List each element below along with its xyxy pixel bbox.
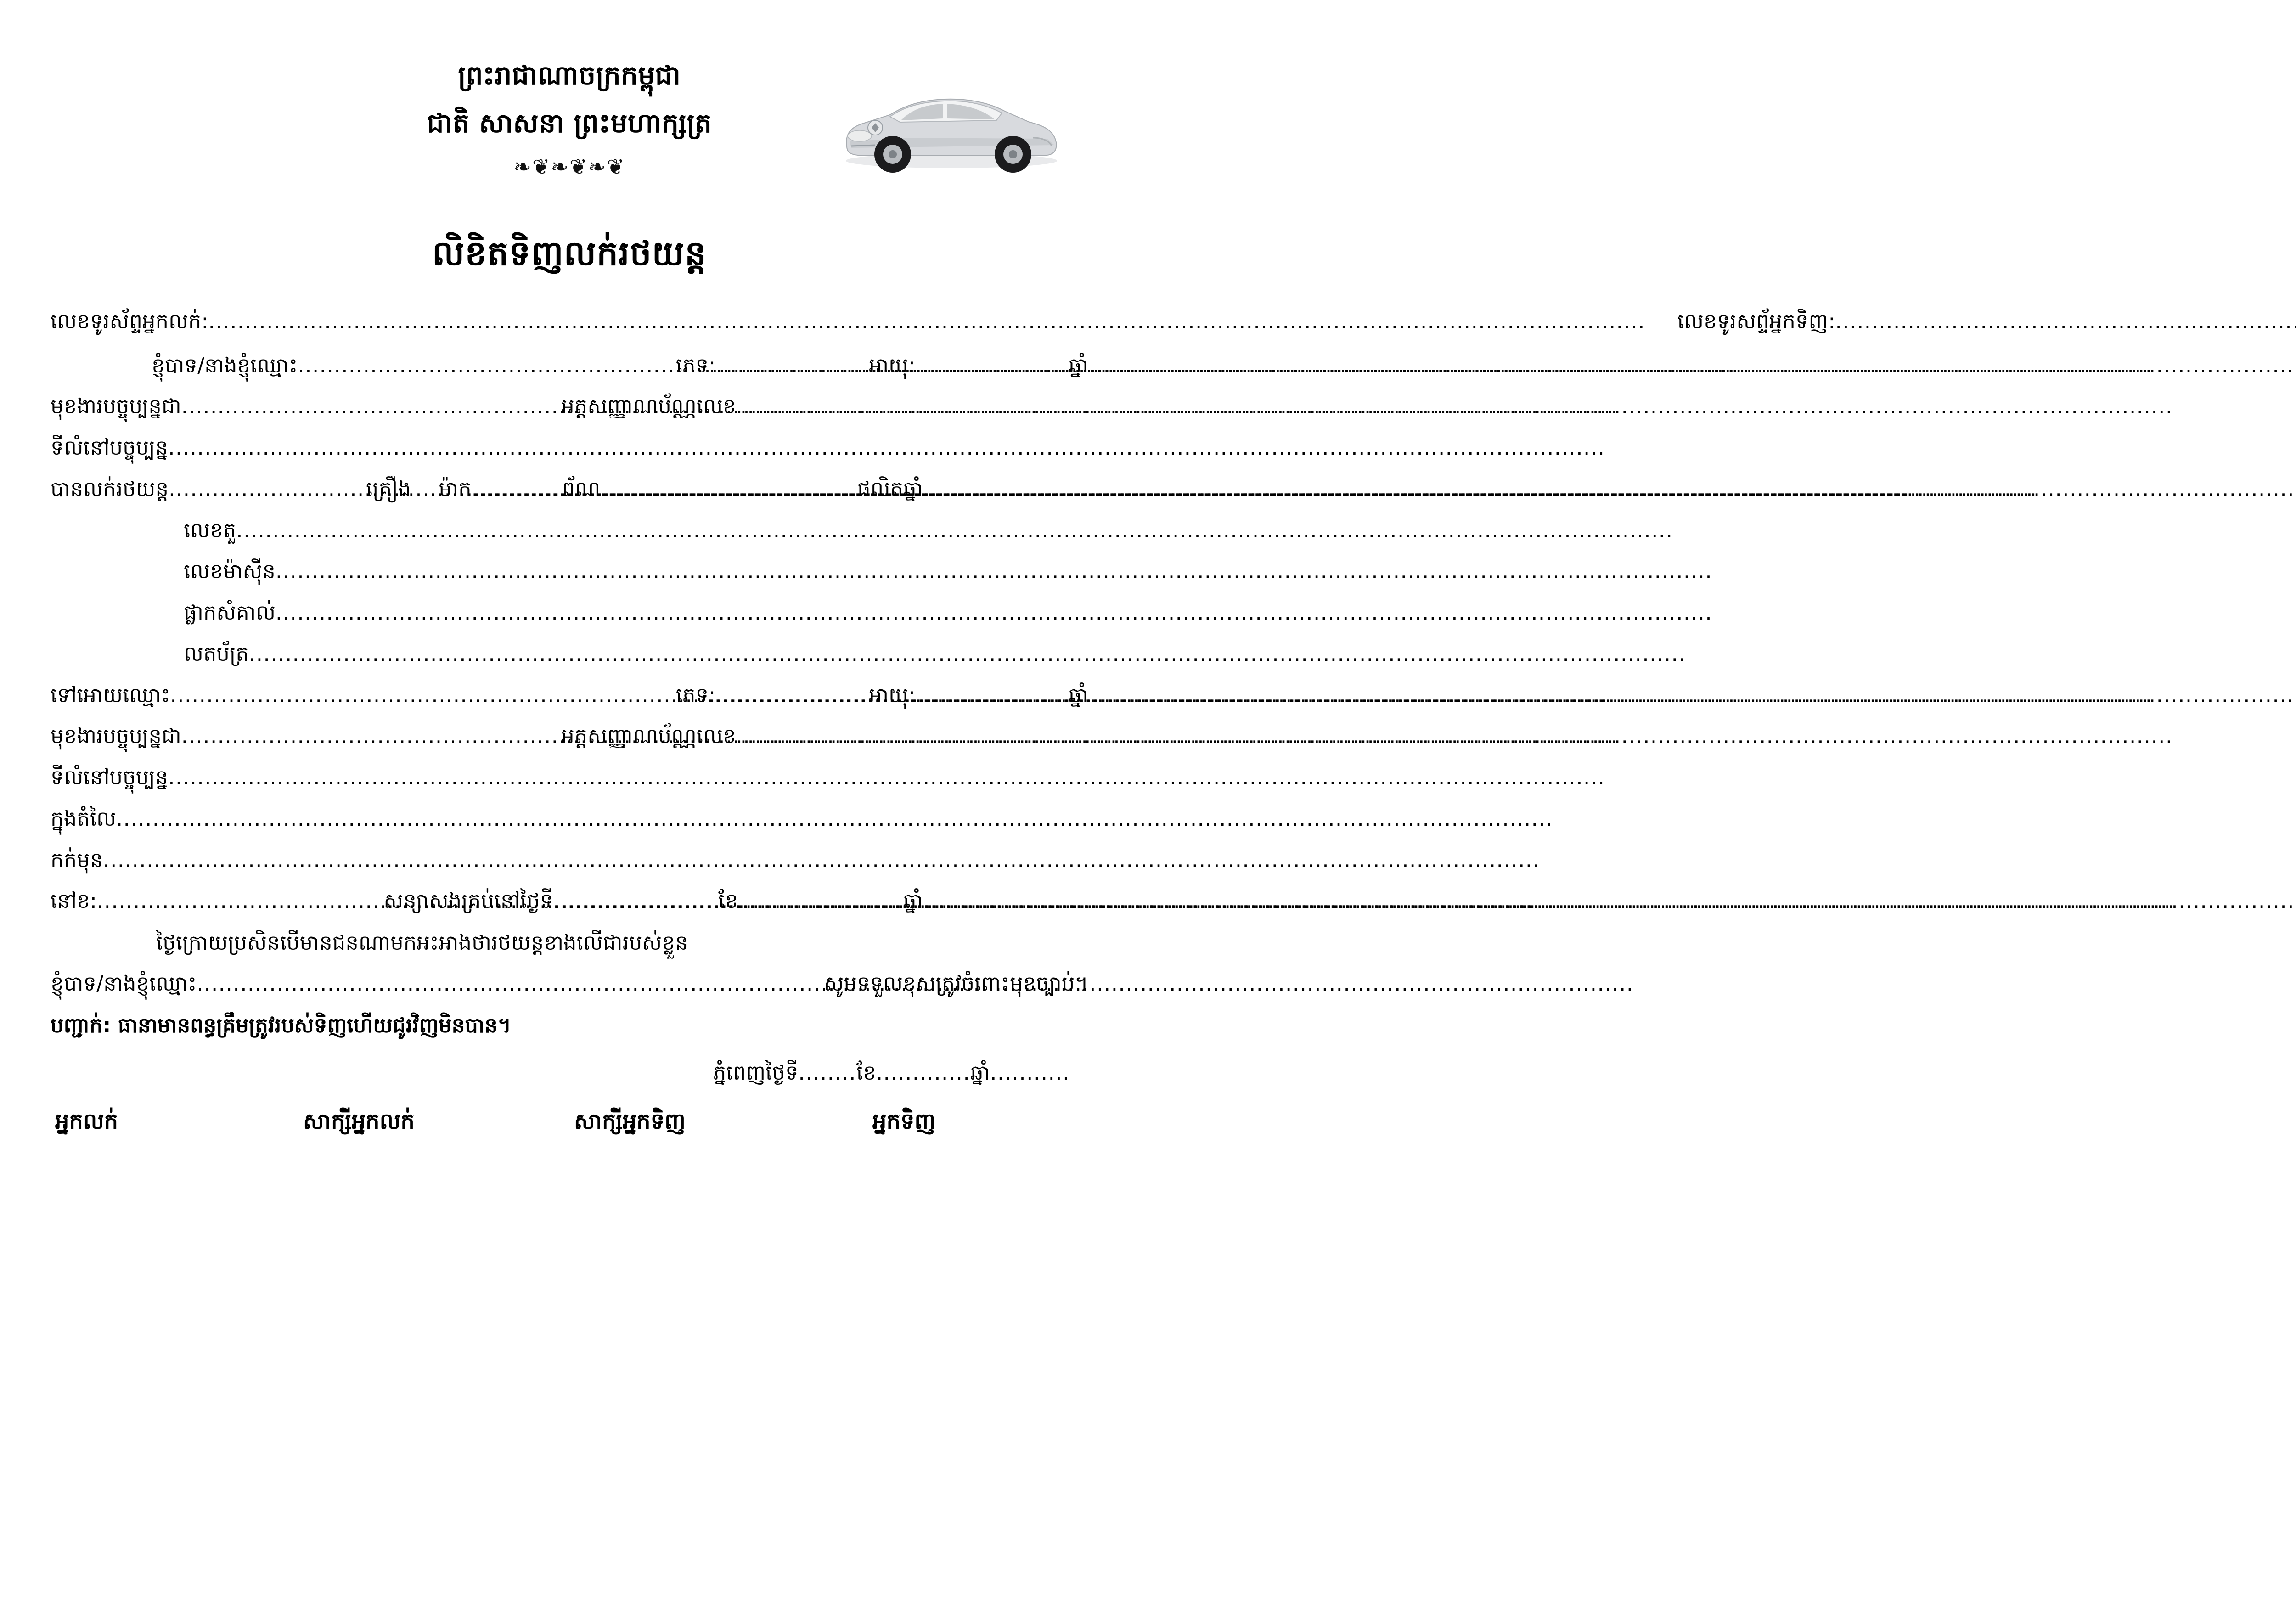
buyer-age-blank[interactable] <box>915 683 1053 707</box>
seller-occupation-label: មុខងារបច្ចុប្បន្នជា <box>51 394 181 419</box>
letterhead <box>51 55 1088 177</box>
vehicle-engine-blank[interactable] <box>276 559 1088 583</box>
page-title: លិខិតទិញលក់រថយន្ត <box>432 233 707 273</box>
national-motto: ជាតិ សាសនា ព្រះមហាក្សត្រ <box>427 107 712 139</box>
seller-gender-label: ភេទ: <box>675 353 716 377</box>
buyer-phone-blank[interactable] <box>1835 310 2296 333</box>
buyer-id-label: អត្តសញ្ញាណប័ណ្ណលេខ <box>561 724 736 749</box>
vehicle-chassis-blank[interactable] <box>236 518 1088 542</box>
place-month-label: ខែ <box>856 1060 876 1085</box>
buyer-gender-label: ភេទ: <box>675 682 716 707</box>
price-blank[interactable] <box>116 807 1088 831</box>
promise-year-label: ឆ្នាំ <box>903 889 923 913</box>
vehicle-registration-blank[interactable] <box>249 642 1088 666</box>
phone-row <box>51 309 1835 333</box>
seller-address-blank[interactable] <box>168 436 1088 460</box>
vehicle-color-label: ព័ណ <box>562 476 601 501</box>
price-row[interactable] <box>51 807 1088 831</box>
seller-name-label: ខ្ញុំបាទ/នាងខ្ញុំឈ្មោះ <box>152 353 298 377</box>
signature-buyer[interactable]: អ្នកទិញ <box>872 1108 936 1134</box>
seller-id-blank[interactable] <box>736 394 1088 418</box>
seller-age-label: អាយុ: <box>869 353 916 377</box>
responsibility-name-blank[interactable] <box>197 972 808 996</box>
seller-address-label: ទីលំនៅបច្ចុប្បន្ន <box>51 435 169 460</box>
place-day-blank[interactable] <box>799 1061 856 1085</box>
seller-address-row[interactable] <box>51 436 1088 460</box>
seller-phone-field[interactable] <box>51 310 1645 333</box>
seller-name-row[interactable] <box>51 354 1088 377</box>
vehicle-brand-label: ម៉ាក <box>439 476 472 501</box>
signature-buyer-witness[interactable]: សាក្សីអ្នកទិញ <box>574 1108 686 1134</box>
promise-label: សន្យាសងគ្រប់នៅថ្ងៃទី <box>383 889 553 913</box>
promise-month-label: ខែ <box>718 889 738 913</box>
place-year-blank[interactable] <box>990 1061 1070 1085</box>
vehicle-sold-label: បានលក់រថយន្ត <box>51 476 169 501</box>
signature-row <box>51 1110 1088 1132</box>
buyer-age-unit: ឆ្នាំ <box>1069 682 1088 707</box>
buyer-id-blank[interactable] <box>736 724 1088 748</box>
kingdom-title: ព្រះរាជាណាចក្រកម្ពុជា <box>458 60 681 91</box>
place-day-label: ភ្នំពេញថ្ងៃទី <box>713 1060 799 1085</box>
promise-day-blank[interactable] <box>553 889 718 913</box>
seller-age-blank[interactable] <box>915 354 1053 377</box>
buyer-name-blank[interactable] <box>170 683 660 707</box>
buyer-phone-label: លេខទូរសព្ទ័អ្នកទិញ: <box>1677 309 1835 333</box>
seller-id-label: អត្តសញ្ញាណប័ណ្ណលេខ <box>561 394 736 419</box>
buyer-phone-field[interactable] <box>1645 310 2296 333</box>
place-date-row[interactable] <box>51 1061 1088 1085</box>
promise-year-blank[interactable] <box>923 889 1088 913</box>
vehicle-engine-row[interactable] <box>51 559 1088 583</box>
promise-month-blank[interactable] <box>738 889 903 913</box>
responsibility-tail: សូមទទួលខុសត្រូវចំពោះមុខច្បាប់។ <box>824 971 1088 996</box>
vehicle-registration-label: លតប័ត្រ <box>184 641 249 666</box>
vehicle-registration-row[interactable] <box>51 642 1088 666</box>
confirmation-note: បញ្ជាក់: ធានាមានពន្ធគ្រឹមត្រូវរបស់ទិញហើយជូរវិញមិនបាន។ <box>51 1013 512 1037</box>
seller-gender-blank[interactable] <box>715 354 853 377</box>
deposit-blank[interactable] <box>103 848 1088 872</box>
buyer-occupation-blank[interactable] <box>181 724 534 748</box>
vehicle-chassis-label: លេខតួ <box>184 518 236 542</box>
vehicle-year-blank[interactable] <box>923 477 1088 501</box>
signature-seller[interactable]: អ្នកលក់ <box>55 1108 118 1134</box>
seller-occupation-blank[interactable] <box>181 394 534 418</box>
dispute-note: ថ្ងៃក្រោយប្រសិនបើមានជនណាមកអះអាងថារថយន្តខាងលើជារបស់ខ្លួន <box>156 930 688 955</box>
seller-occupation-row[interactable] <box>51 394 1088 418</box>
place-year-label: ឆ្នាំ <box>970 1060 990 1085</box>
seller-name-blank[interactable] <box>298 354 660 377</box>
vehicle-color-blank[interactable] <box>600 477 857 501</box>
place-month-blank[interactable] <box>876 1061 970 1085</box>
signature-seller-witness[interactable]: សាក្សីអ្នកលក់ <box>303 1108 415 1134</box>
buyer-address-blank[interactable] <box>168 766 1088 789</box>
balance-label: នៅខ: <box>51 889 97 913</box>
vehicle-engine-label: លេខម៉ាស៊ីន <box>184 559 276 584</box>
deposit-label: កក់មុន <box>51 847 103 872</box>
buyer-age-label: អាយុ: <box>869 682 916 707</box>
balance-blank[interactable] <box>97 889 384 913</box>
buyer-name-label: ទៅអោយឈ្មោះ <box>51 682 170 707</box>
responsibility-name-label: ខ្ញុំបាទ/នាងខ្ញុំឈ្មោះ <box>51 971 197 996</box>
seller-phone-blank[interactable] <box>208 310 1645 333</box>
vehicle-year-label: ផលិតឆ្នាំ <box>857 476 923 501</box>
seller-age-unit: ឆ្នាំ <box>1069 353 1088 377</box>
buyer-occupation-label: មុខងារបច្ចុប្បន្នជា <box>51 724 181 749</box>
price-label: ក្នុងតំលៃ <box>51 806 116 831</box>
vehicle-sold-row[interactable] <box>51 477 1088 501</box>
vehicle-qty-blank[interactable] <box>169 477 366 501</box>
buyer-name-row[interactable] <box>51 683 1088 707</box>
ornament-divider: ❧❦❧❦❧❦ <box>513 154 625 179</box>
responsibility-row[interactable] <box>51 972 1088 996</box>
buyer-address-row[interactable] <box>51 766 1088 789</box>
vehicle-plate-blank[interactable] <box>276 601 1088 625</box>
vehicle-chassis-row[interactable] <box>51 518 1088 542</box>
vehicle-plate-label: ផ្លាកសំគាល់ <box>184 600 276 625</box>
buyer-address-label: ទីលំនៅបច្ចុប្បន្ន <box>51 765 169 790</box>
car-photo <box>831 69 1070 175</box>
buyer-gender-blank[interactable] <box>715 683 853 707</box>
deposit-row[interactable] <box>51 848 1088 872</box>
form-body <box>51 309 1835 1134</box>
seller-phone-label: លេខទូរស័ព្ទអ្នកលក់: <box>51 309 208 333</box>
vehicle-plate-row[interactable] <box>51 601 1088 625</box>
balance-row[interactable] <box>51 889 1088 913</box>
vehicle-unit-label: គ្រឿង <box>366 476 411 501</box>
vehicle-brand-blank[interactable] <box>472 477 562 501</box>
buyer-occupation-row[interactable] <box>51 724 1088 748</box>
